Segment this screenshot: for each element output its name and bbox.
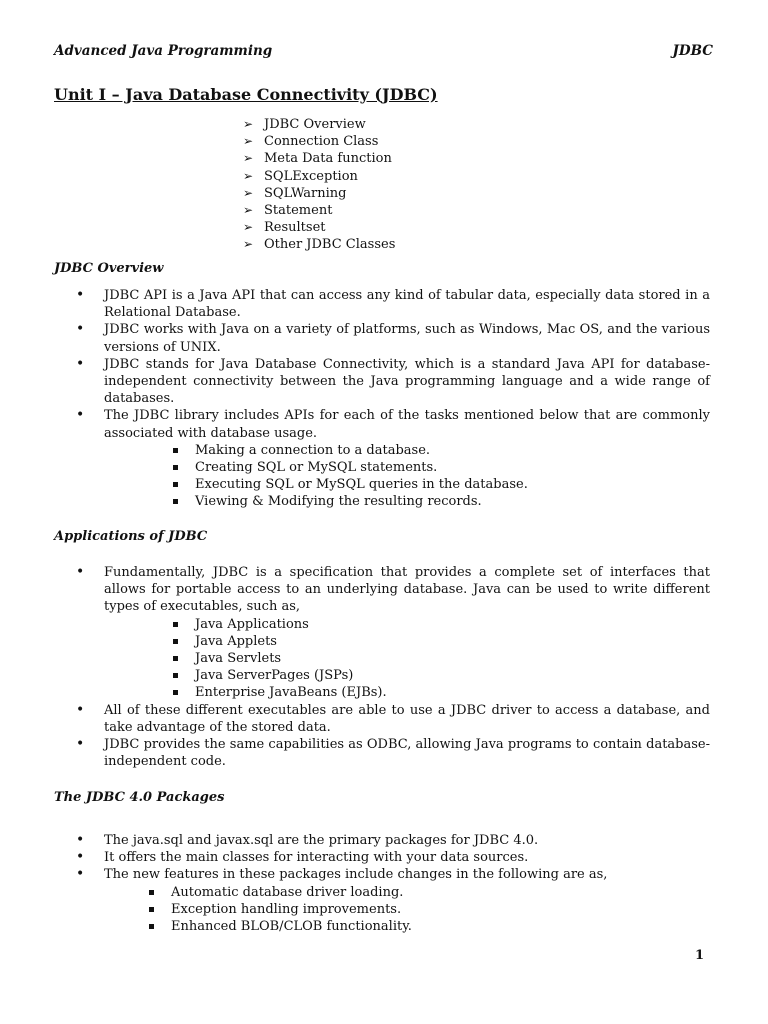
sublist-item <box>169 493 710 510</box>
list-item-text: JDBC works with Java on a variety of platforms, such as Windows, Mac OS, and the various versions of UNIX. <box>104 322 710 355</box>
list-item <box>76 736 710 770</box>
topic-label: Statement <box>264 203 333 219</box>
square-bullet-icon <box>173 448 178 453</box>
sublist-item <box>145 901 710 918</box>
list-item-text: It offers the main classes for interacting with your data sources. <box>104 850 529 866</box>
arrow-bullet-icon: ➢ <box>243 151 254 166</box>
arrow-bullet-icon: ➢ <box>243 237 254 252</box>
sublist-item <box>169 650 710 667</box>
topic-item <box>243 133 395 150</box>
list-item <box>76 287 710 321</box>
sublist-item-text: Executing SQL or MySQL queries in the database. <box>195 477 528 493</box>
square-bullet-icon <box>149 890 154 895</box>
arrow-bullet-icon: ➢ <box>243 185 254 200</box>
sublist-item <box>169 633 710 650</box>
arrow-bullet-icon: ➢ <box>243 203 254 218</box>
square-bullet-icon <box>173 656 178 661</box>
section-title-applications: Applications of JDBC <box>54 529 208 544</box>
list-item <box>76 407 710 510</box>
list-item <box>76 564 710 702</box>
sublist-item-text: Making a connection to a database. <box>195 442 431 458</box>
arrow-bullet-icon: ➢ <box>243 134 254 149</box>
header-course-title: Advanced Java Programming <box>54 43 273 59</box>
sublist-item-text: Viewing & Modifying the resulting records. <box>195 494 482 510</box>
bullet-dot-icon: • <box>76 832 85 848</box>
list-item-text: All of these different executables are able to use a JDBC driver to access a database, and take advantage of the stored data. <box>104 702 710 735</box>
unit-title: Unit I – Java Database Connectivity (JDBC) <box>54 85 438 104</box>
list-item <box>76 702 710 736</box>
list-item <box>76 832 710 849</box>
page-number: 1 <box>694 948 704 963</box>
topic-label: JDBC Overview <box>264 117 366 132</box>
topic-label: SQLException <box>264 168 358 184</box>
list-item-text: JDBC stands for Java Database Connectivity, which is a standard Java API for database-independent connectivity between the Java programming language and a wide range of databases. <box>104 356 710 407</box>
square-bullet-icon <box>173 673 178 678</box>
sublist-item <box>169 442 710 459</box>
sublist-item-text: Java Applications <box>195 616 309 632</box>
sublist <box>169 442 710 511</box>
topic-item <box>243 116 395 133</box>
bullet-dot-icon: • <box>76 866 85 883</box>
arrow-bullet-icon: ➢ <box>243 220 254 235</box>
sublist <box>169 616 710 702</box>
list-item-text: The new features in these packages include changes in the following are as, <box>104 867 608 883</box>
topic-item <box>243 202 395 219</box>
list-item <box>76 356 710 408</box>
sublist-item-text: Java Servlets <box>195 651 282 667</box>
topic-item <box>243 219 395 236</box>
list-item-text: The JDBC library includes APIs for each of the tasks mentioned below that are commonly associated with database usage. <box>104 408 710 441</box>
square-bullet-icon <box>173 639 178 644</box>
square-bullet-icon <box>173 482 178 487</box>
bullet-dot-icon: • <box>76 321 85 338</box>
sublist-item <box>169 476 710 493</box>
topic-label: Other JDBC Classes <box>264 237 396 253</box>
jdbc-overview-list <box>76 287 710 511</box>
topic-item <box>243 150 395 167</box>
section-title-packages: The JDBC 4.0 Packages <box>54 790 225 805</box>
sublist-item <box>169 684 710 701</box>
section-title-jdbc-overview: JDBC Overview <box>54 261 164 276</box>
list-item-text: JDBC provides the same capabilities as ODBC, allowing Java programs to contain database-independent code. <box>104 737 710 770</box>
bullet-dot-icon: • <box>76 564 85 580</box>
square-bullet-icon <box>173 465 178 470</box>
topics-list <box>243 116 395 254</box>
list-item-text: The java.sql and javax.sql are the primary packages for JDBC 4.0. <box>104 833 539 848</box>
sublist <box>145 884 710 936</box>
list-item-text: Fundamentally, JDBC is a specification that provides a complete set of interfaces that allows for portable access to an underlying database. Java can be used to write different types of executables, such as, <box>104 565 710 615</box>
sublist-item-text: Java Applets <box>195 633 277 649</box>
topic-item <box>243 185 395 202</box>
square-bullet-icon <box>173 622 178 627</box>
square-bullet-icon <box>149 924 154 929</box>
topic-item <box>243 236 395 253</box>
sublist-item <box>145 884 710 901</box>
topic-item <box>243 168 395 185</box>
sublist-item <box>169 616 710 633</box>
sublist-item-text: Creating SQL or MySQL statements. <box>195 460 438 476</box>
sublist-item-text: Enhanced BLOB/CLOB functionality. <box>171 919 412 935</box>
sublist-item-text: Java ServerPages (JSPs) <box>195 668 354 684</box>
topic-label: Resultset <box>264 220 326 236</box>
topic-label: SQLWarning <box>264 185 347 201</box>
square-bullet-icon <box>149 907 154 912</box>
sublist-item-text: Exception handling improvements. <box>171 901 402 917</box>
sublist-item <box>169 667 710 684</box>
topic-label: Meta Data function <box>264 151 392 167</box>
applications-list <box>76 564 710 770</box>
list-item <box>76 849 710 866</box>
header-topic: JDBC <box>672 43 713 59</box>
arrow-bullet-icon: ➢ <box>243 117 254 131</box>
sublist-item-text: Enterprise JavaBeans (EJBs). <box>195 685 387 701</box>
sublist-item <box>145 918 710 935</box>
bullet-dot-icon: • <box>76 736 85 753</box>
bullet-dot-icon: • <box>76 287 85 303</box>
topic-label: Connection Class <box>264 134 379 150</box>
bullet-dot-icon: • <box>76 355 85 372</box>
list-item <box>76 866 710 935</box>
packages-list <box>76 832 710 935</box>
list-item-text: JDBC API is a Java API that can access any kind of tabular data, especially data stored in a Relational Database. <box>104 288 710 321</box>
arrow-bullet-icon: ➢ <box>243 168 254 183</box>
list-item <box>76 321 710 355</box>
sublist-item-text: Automatic database driver loading. <box>171 884 404 900</box>
square-bullet-icon <box>173 499 178 504</box>
sublist-item <box>169 459 710 476</box>
square-bullet-icon <box>173 690 178 695</box>
bullet-dot-icon: • <box>76 849 85 866</box>
bullet-dot-icon: • <box>76 407 85 424</box>
bullet-dot-icon: • <box>76 701 85 718</box>
